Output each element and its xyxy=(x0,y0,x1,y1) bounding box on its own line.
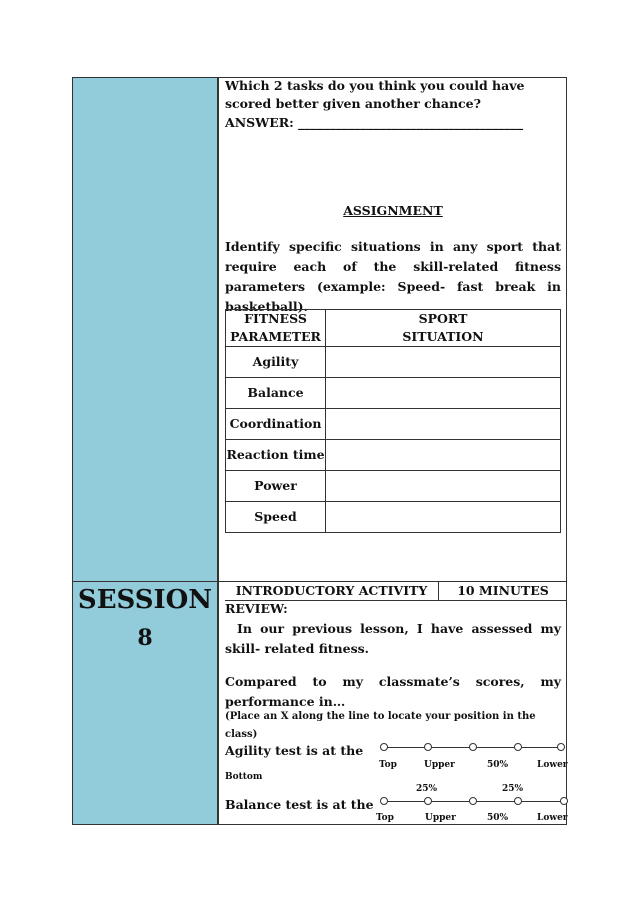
table-row xyxy=(226,440,561,471)
scale-label-lower: Lower xyxy=(537,760,568,770)
scale-label-upper: Upper xyxy=(425,813,456,823)
scale-label-50: 50% xyxy=(487,760,509,770)
parameter-cell: Speed xyxy=(226,502,326,533)
sport-situation-cell[interactable] xyxy=(326,471,561,502)
col-header-line: SITUATION xyxy=(402,329,484,344)
parameter-cell: Agility xyxy=(226,347,326,378)
table-row xyxy=(226,378,561,409)
review-label: REVIEW: xyxy=(225,601,288,616)
sport-situation-cell[interactable] xyxy=(326,502,561,533)
compare-text: Compared to my classmate’s scores, my performance in… xyxy=(225,674,561,709)
col-header-line: SPORT xyxy=(418,311,468,326)
table-header-row xyxy=(226,310,561,347)
col-header-sport-situation xyxy=(326,310,561,347)
intro-duration: 10 MINUTES xyxy=(457,583,549,598)
sport-situation-cell[interactable] xyxy=(326,378,561,409)
scale-label-top: Top xyxy=(376,813,394,823)
col-header-line: PARAMETER xyxy=(230,329,321,344)
scale-point[interactable] xyxy=(557,743,565,751)
scale-point[interactable] xyxy=(424,797,432,805)
scale-point[interactable] xyxy=(469,743,477,751)
scale-label-lower: Lower xyxy=(537,813,568,823)
col-header-line: FITNESS xyxy=(244,311,307,326)
scale-label-50: 50% xyxy=(487,813,509,823)
col-header-fitness-parameter xyxy=(226,310,326,347)
session-label-line1: SESSION xyxy=(77,585,213,615)
parameter-cell: Power xyxy=(226,471,326,502)
scale-point[interactable] xyxy=(514,743,522,751)
scale-label-top: Top xyxy=(379,760,397,770)
sport-situation-cell[interactable] xyxy=(326,440,561,471)
assignment-heading: ASSIGNMENT xyxy=(343,203,443,218)
parameter-cell: Reaction time xyxy=(226,440,326,471)
scale-point[interactable] xyxy=(560,797,568,805)
scale-point[interactable] xyxy=(380,797,388,805)
table-row xyxy=(226,471,561,502)
sport-situation-cell[interactable] xyxy=(326,347,561,378)
parameter-cell: Coordination xyxy=(226,409,326,440)
fitness-table xyxy=(225,309,561,533)
assignment-instructions: Identify specific situations in any sport that require each of the skill-related fitness parameters (example: Speed- fast break in basketball). xyxy=(225,239,561,314)
parameter-cell: Balance xyxy=(226,378,326,409)
scale-label-bottom: Bottom xyxy=(225,772,263,782)
sport-situation-cell[interactable] xyxy=(326,409,561,440)
position-instruction: (Place an X along the line to locate your position in the class) xyxy=(225,711,536,740)
table-row xyxy=(226,347,561,378)
scale-label-25-right: 25% xyxy=(502,784,524,794)
scale-point[interactable] xyxy=(424,743,432,751)
intro-title: INTRODUCTORY ACTIVITY xyxy=(235,583,428,598)
answer-label: ANSWER: ____________________________________ xyxy=(225,115,524,130)
scale-point[interactable] xyxy=(514,797,522,805)
reflection-question: Which 2 tasks do you think you could have scored better given another chance? xyxy=(225,78,525,111)
scale-label-25-left: 25% xyxy=(416,784,438,794)
session-label xyxy=(72,583,218,655)
review-text: In our previous lesson, I have assessed my skill- related fitness. xyxy=(225,621,561,656)
scale-point[interactable] xyxy=(380,743,388,751)
balance-scale-label: Balance test is at the xyxy=(225,797,374,812)
scale-point[interactable] xyxy=(469,797,477,805)
agility-scale-label: Agility test is at the xyxy=(225,743,364,758)
sidebar-panel xyxy=(72,77,218,825)
table-row xyxy=(226,409,561,440)
session-label-line2: 8 xyxy=(137,625,153,651)
table-row xyxy=(226,502,561,533)
scale-label-upper: Upper xyxy=(424,760,455,770)
